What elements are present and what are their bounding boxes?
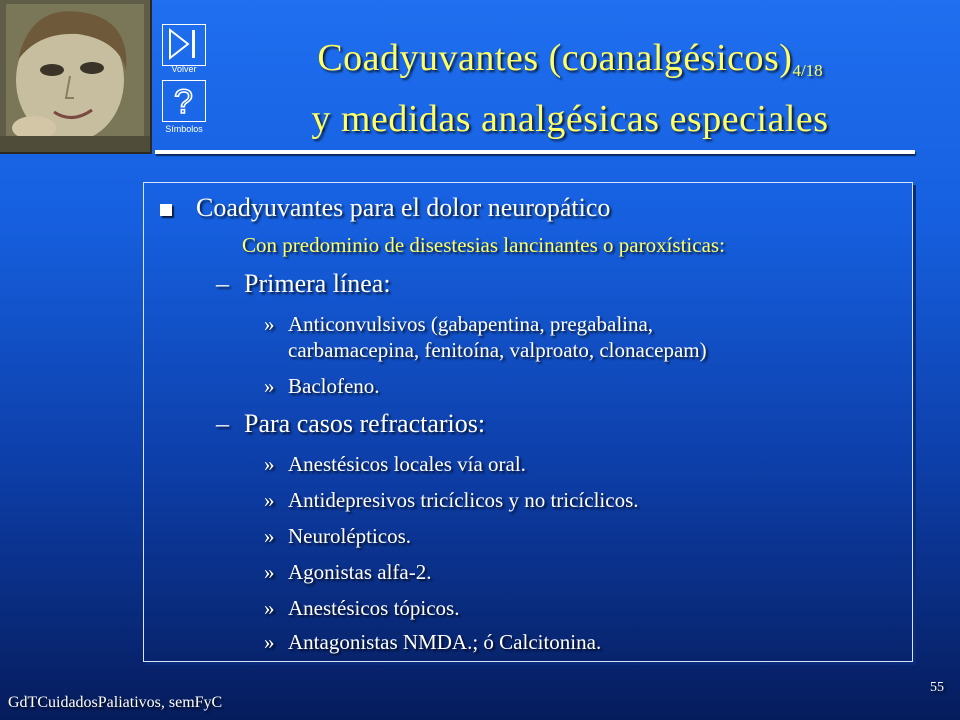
square-bullet-icon — [160, 204, 172, 216]
content-heading: Coadyuvantes para el dolor neuropático — [196, 193, 611, 222]
list-item: Antidepresivos tricíclicos y no tricíclicos. — [288, 488, 639, 512]
symbols-label: Símbolos — [165, 124, 203, 134]
slide-counter: 4/18 — [792, 61, 823, 80]
list-item-continuation: carbamacepina, fenitoína, valproato, clonacepam) — [288, 338, 707, 362]
play-next-icon — [163, 25, 204, 64]
list-item: Anticonvulsivos (gabapentina, pregabalina, — [288, 312, 654, 336]
title-line-2: y medidas analgésicas especiales — [311, 98, 829, 140]
portrait-illustration — [0, 0, 152, 154]
item-marker: » — [264, 488, 275, 512]
list-item: Agonistas alfa-2. — [288, 560, 432, 584]
symbols-button[interactable] — [162, 80, 206, 122]
list-item: Antagonistas NMDA.; ó Calcitonina. — [288, 630, 602, 654]
item-marker: » — [264, 452, 275, 476]
title-line-1-text: Coadyuvantes (coanalgésicos) — [317, 37, 793, 79]
back-button[interactable] — [162, 24, 206, 66]
list-item: Baclofeno. — [288, 374, 380, 398]
content-box — [143, 182, 913, 662]
page-title — [220, 34, 920, 143]
list-item: Anestésicos tópicos. — [288, 596, 460, 620]
item-marker: » — [264, 596, 275, 620]
group-label-first-line: Primera línea: — [244, 269, 391, 298]
item-marker: » — [264, 630, 275, 654]
symbols-glyph: ? — [174, 83, 193, 120]
title-divider — [155, 150, 915, 154]
item-marker: » — [264, 524, 275, 548]
item-marker: » — [264, 312, 275, 336]
content-subheading: Con predominio de disestesias lancinantes o paroxísticas: — [242, 233, 725, 257]
footer-credit: GdTCuidadosPaliativos, semFyC — [8, 694, 223, 711]
question-mark-icon — [163, 81, 204, 120]
page-number: 55 — [930, 680, 944, 695]
item-marker: » — [264, 560, 275, 584]
face-painting-icon — [0, 0, 150, 152]
title-line-1 — [220, 34, 920, 95]
group-dash: – — [216, 409, 229, 438]
list-item: Neurolépticos. — [288, 524, 412, 548]
back-label: Volver — [171, 64, 197, 74]
group-dash: – — [216, 269, 229, 298]
group-label-refractory: Para casos refractarios: — [244, 409, 486, 438]
list-item: Anestésicos locales vía oral. — [288, 452, 526, 476]
item-marker: » — [264, 374, 275, 398]
